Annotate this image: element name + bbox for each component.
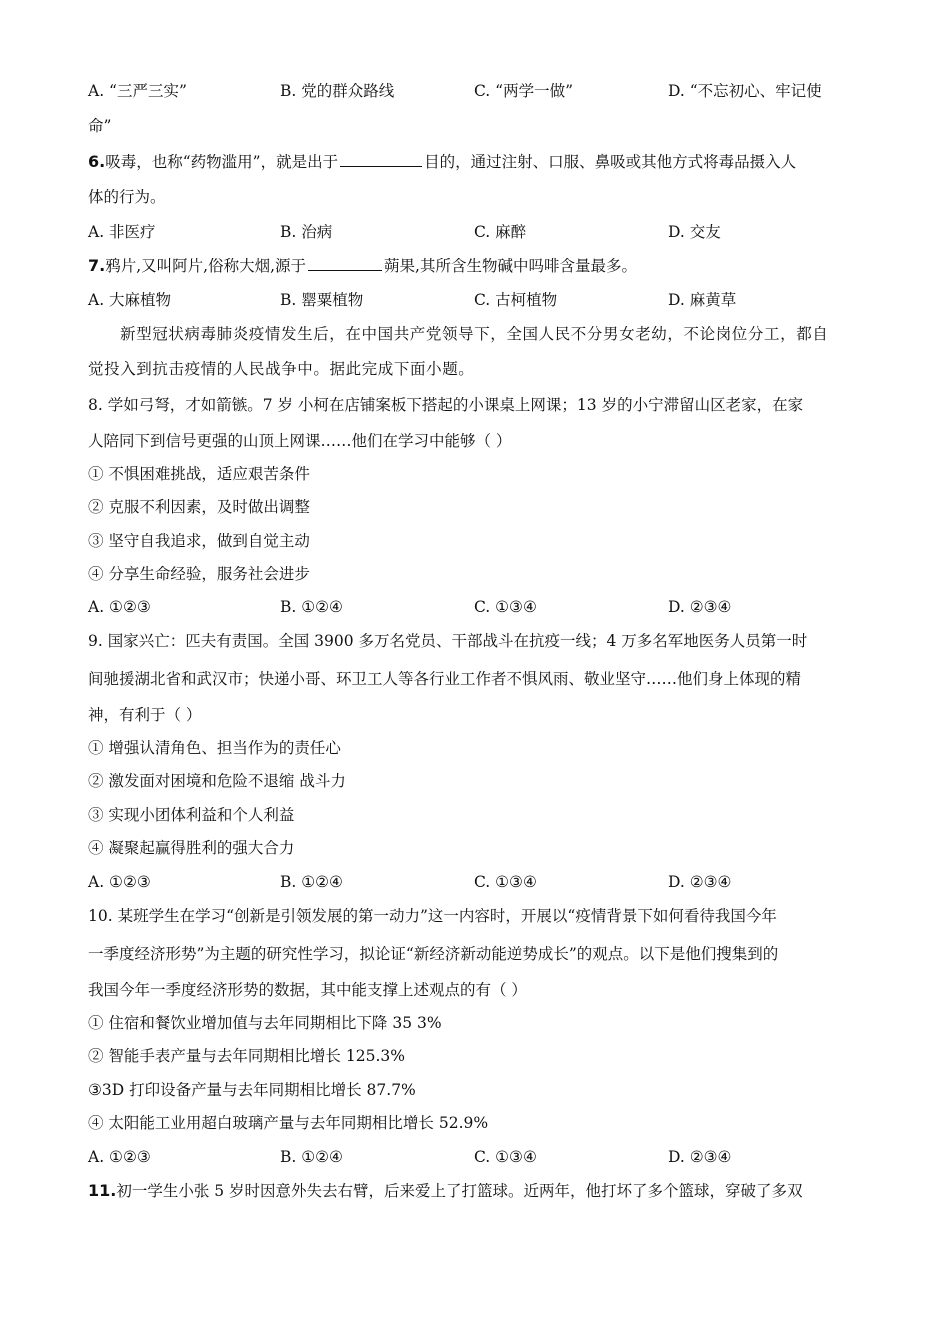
q5-option-b[interactable]: B. 党的群众路线 xyxy=(280,82,395,100)
q6-answer-blank[interactable] xyxy=(340,152,422,167)
q10-option-a[interactable]: A. ①②③ xyxy=(88,1148,151,1166)
q8-question-line2: 人陪同下到信号更强的山顶上网课……他们在学习中能够（ ） xyxy=(88,432,512,450)
q5-option-a[interactable]: A. “三严三实” xyxy=(88,82,187,100)
q5-option-d[interactable]: D. “不忘初心、牢记使 xyxy=(668,82,822,100)
q7-option-c[interactable]: C. 古柯植物 xyxy=(474,291,558,309)
q11-question xyxy=(88,1181,803,1201)
q9-option-d[interactable]: D. ②③④ xyxy=(668,873,732,891)
q7-text-after: 蒴果,其所含生物碱中吗啡含量最多。 xyxy=(384,257,637,275)
q9-question-line3: 神，有利于（ ） xyxy=(88,706,202,724)
q11-text: 初一学生小张 5 岁时因意外失去右臂，后来爱上了打篮球。近两年，他打坏了多个篮球，穿破了多双 xyxy=(116,1182,803,1200)
q9-question-line1: 9. 国家兴亡：匹夫有责国。全国 3900 多万名党员、干部战斗在抗疫一线；4 万多名军地医务人员第一时 xyxy=(88,632,808,650)
q8-option-b[interactable]: B. ①②④ xyxy=(280,598,343,616)
passage-intro-line1: 新型冠状病毒肺炎疫情发生后，在中国共产党领导下，全国人民不分男女老幼，不论岗位分工，都自 xyxy=(120,325,829,343)
q6-option-a[interactable]: A. 非医疗 xyxy=(88,223,156,241)
q11-number: 11. xyxy=(88,1181,117,1200)
q10-item-4: ④ 太阳能工业用超白玻璃产量与去年同期相比增长 52.9% xyxy=(88,1114,489,1132)
q5-option-c[interactable]: C. “两学一做” xyxy=(474,82,574,100)
q7-answer-blank[interactable] xyxy=(308,256,382,271)
q8-item-1: ① 不惧困难挑战，适应艰苦条件 xyxy=(88,465,310,483)
q7-number: 7. xyxy=(88,256,106,275)
q9-option-c[interactable]: C. ①③④ xyxy=(474,873,537,891)
q8-question-line1: 8. 学如弓弩，才如箭镞。7 岁 小柯在店铺案板下搭起的小课桌上网课；13 岁的小宁滞留山区老家，在家 xyxy=(88,396,804,414)
q7-question xyxy=(88,256,637,276)
q6-number: 6. xyxy=(88,152,106,171)
q9-item-3: ③ 实现小团体利益和个人利益 xyxy=(88,806,295,824)
q10-question-line3: 我国今年一季度经济形势的数据，其中能支撑上述观点的有（ ） xyxy=(88,981,527,999)
q6-text-before: 吸毒，也称“药物滥用”，就是出于 xyxy=(105,153,339,171)
q7-option-b[interactable]: B. 罂粟植物 xyxy=(280,291,364,309)
q8-option-d[interactable]: D. ②③④ xyxy=(668,598,732,616)
q8-option-a[interactable]: A. ①②③ xyxy=(88,598,151,616)
q9-question-line2: 间驰援湖北省和武汉市；快递小哥、环卫工人等各行业工作者不惧风雨、敬业坚守……他们身上体现的精 xyxy=(88,670,802,688)
q6-option-c[interactable]: C. 麻醉 xyxy=(474,223,527,241)
passage-intro-line2: 觉投入到抗击疫情的人民战争中。据此完成下面小题。 xyxy=(88,360,475,378)
q10-option-c[interactable]: C. ①③④ xyxy=(474,1148,537,1166)
q9-item-2: ② 激发面对困境和危险不退缩 战斗力 xyxy=(88,772,346,790)
q7-option-d[interactable]: D. 麻黄草 xyxy=(668,291,737,309)
q7-text-before: 鸦片,又叫阿片,俗称大烟,源于 xyxy=(105,257,307,275)
q8-item-3: ③ 坚守自我追求，做到自觉主动 xyxy=(88,532,310,550)
q10-question-line1: 10. 某班学生在学习“创新是引领发展的第一动力”这一内容时，开展以“疫情背景下如何看待我国今年 xyxy=(88,907,777,925)
q8-item-2: ② 克服不利因素，及时做出调整 xyxy=(88,498,310,516)
q10-item-1: ① 住宿和餐饮业增加值与去年同期相比下降 35 3% xyxy=(88,1014,442,1032)
q10-item-3: ③3D 打印设备产量与去年同期相比增长 87.7% xyxy=(88,1081,416,1099)
q9-item-1: ① 增强认清角色、担当作为的责任心 xyxy=(88,739,341,757)
q7-option-a[interactable]: A. 大麻植物 xyxy=(88,291,172,309)
q8-item-4: ④ 分享生命经验，服务社会进步 xyxy=(88,565,310,583)
q9-option-a[interactable]: A. ①②③ xyxy=(88,873,151,891)
q10-item-2: ② 智能手表产量与去年同期相比增长 125.3% xyxy=(88,1047,405,1065)
q8-option-c[interactable]: C. ①③④ xyxy=(474,598,537,616)
q9-option-b[interactable]: B. ①②④ xyxy=(280,873,343,891)
q6-option-d[interactable]: D. 交友 xyxy=(668,223,721,241)
q5-option-d-wrap: 命” xyxy=(88,117,112,135)
q9-item-4: ④ 凝聚起赢得胜利的强大合力 xyxy=(88,839,295,857)
q6-question-line2: 体的行为。 xyxy=(88,188,166,206)
q10-question-line2: 一季度经济形势”为主题的研究性学习，拟论证“新经济新动能逆势成长”的观点。以下是他们搜集到的 xyxy=(88,945,779,963)
q10-option-b[interactable]: B. ①②④ xyxy=(280,1148,343,1166)
q6-question xyxy=(88,152,796,172)
q6-option-b[interactable]: B. 治病 xyxy=(280,223,333,241)
q10-option-d[interactable]: D. ②③④ xyxy=(668,1148,732,1166)
q6-text-after: 目的，通过注射、口服、鼻吸或其他方式将毒品摄入人 xyxy=(424,153,797,171)
